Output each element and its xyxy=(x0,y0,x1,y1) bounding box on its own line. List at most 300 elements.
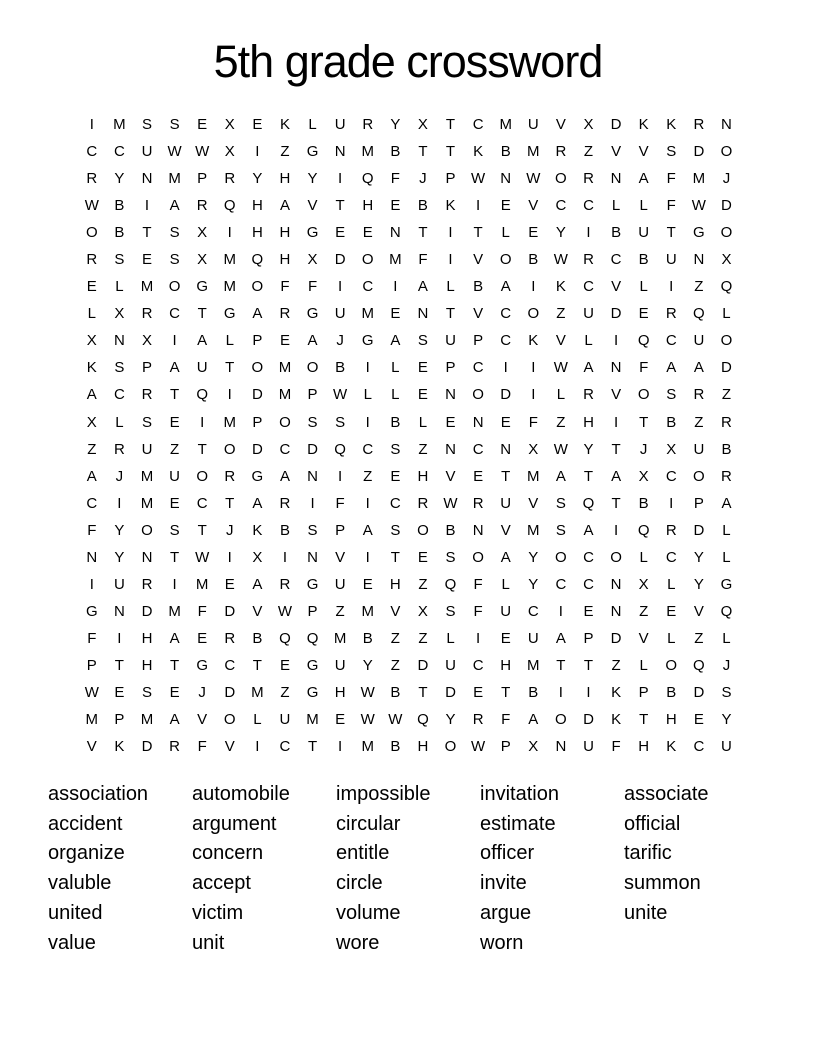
grid-cell: E xyxy=(362,224,373,242)
grid-cell: I xyxy=(144,197,150,215)
grid-cell: W xyxy=(360,684,375,701)
grid-cell: J xyxy=(419,170,427,188)
grid-cell: E xyxy=(197,116,208,134)
grid-cell: B xyxy=(528,251,539,269)
grid-cell: W xyxy=(388,711,403,729)
grid-cell: Q xyxy=(251,251,264,269)
grid-cell: N xyxy=(113,332,125,350)
grid-cell: O xyxy=(555,170,567,188)
grid-cell: G xyxy=(306,575,319,593)
grid-cell: H xyxy=(583,413,594,431)
grid-cell: R xyxy=(583,170,594,188)
grid-cell: Z xyxy=(418,440,428,458)
grid-cell: N xyxy=(86,548,98,566)
grid-cell: I xyxy=(613,413,619,431)
grid-cell: V xyxy=(307,197,318,215)
grid-cell: C xyxy=(500,332,512,350)
grid-cell: O xyxy=(279,413,291,431)
grid-cell: Q xyxy=(720,278,733,296)
grid-cell: M xyxy=(389,251,402,269)
grid-cell: A xyxy=(362,521,373,539)
grid-cell: E xyxy=(224,575,235,593)
grid-cell: R xyxy=(721,467,732,485)
grid-cell: H xyxy=(141,629,153,647)
grid-cell: L xyxy=(584,332,593,350)
grid-cell: M xyxy=(140,278,154,296)
grid-cell: B xyxy=(390,738,401,756)
grid-cell: C xyxy=(279,440,291,458)
grid-cell: O xyxy=(141,521,153,539)
grid-cell: K xyxy=(611,684,622,701)
grid-cell: R xyxy=(279,575,291,593)
grid-cell: M xyxy=(692,170,706,188)
grid-cell: O xyxy=(472,548,484,566)
grid-cell: C xyxy=(362,278,374,296)
grid-cell: B xyxy=(473,278,484,296)
grid-cell: I xyxy=(476,629,481,647)
grid-cell: E xyxy=(500,197,511,215)
grid-cell: M xyxy=(361,738,374,756)
grid-cell: D xyxy=(721,197,732,215)
grid-cell: U xyxy=(583,738,594,756)
grid-cell: V xyxy=(86,738,97,756)
grid-cell: S xyxy=(307,413,318,431)
grid-cell: L xyxy=(501,575,510,593)
grid-cell: I xyxy=(365,359,370,377)
grid-cell: E xyxy=(390,305,401,323)
grid-cell: O xyxy=(665,656,678,674)
grid-cell: S xyxy=(666,386,677,404)
grid-cell: A xyxy=(555,467,566,485)
grid-cell: U xyxy=(500,602,512,620)
grid-cell: E xyxy=(197,629,208,647)
grid-cell: A xyxy=(169,359,180,377)
grid-cell: C xyxy=(113,143,125,161)
grid-cell: Q xyxy=(693,656,705,674)
grid-cell: S xyxy=(335,413,346,431)
grid-cell: A xyxy=(500,548,511,566)
grid-cell: F xyxy=(611,738,621,756)
grid-cell: V xyxy=(528,494,539,512)
grid-cell: E xyxy=(390,197,401,215)
grid-cell: K xyxy=(528,332,539,350)
grid-cell: B xyxy=(638,494,649,512)
grid-cell: E xyxy=(417,548,428,566)
grid-cell: I xyxy=(365,413,370,431)
grid-cell: J xyxy=(722,170,731,188)
grid-cell: I xyxy=(338,170,343,188)
grid-cell: T xyxy=(583,656,594,674)
grid-cell: T xyxy=(225,359,235,377)
grid-cell: Y xyxy=(252,170,263,188)
grid-cell: D xyxy=(583,711,594,729)
grid-cell: E xyxy=(666,602,677,620)
grid-cell: W xyxy=(84,197,99,215)
grid-cell: E xyxy=(335,224,346,242)
grid-cell: P xyxy=(307,386,318,404)
grid-cell: B xyxy=(362,629,373,647)
grid-cell: F xyxy=(280,278,290,296)
grid-cell: C xyxy=(583,575,594,593)
grid-cell: A xyxy=(390,332,401,350)
grid-cell: M xyxy=(361,305,374,323)
grid-cell: M xyxy=(278,359,292,377)
grid-cell: E xyxy=(445,413,456,431)
grid-cell: M xyxy=(168,602,181,620)
grid-cell: T xyxy=(501,467,511,485)
grid-cell: D xyxy=(721,359,732,377)
grid-cell: C xyxy=(86,143,98,161)
grid-cell: L xyxy=(501,224,510,242)
grid-cell: C xyxy=(362,440,374,458)
word-list-column xyxy=(48,780,192,958)
grid-cell: W xyxy=(277,602,293,620)
grid-cell: A xyxy=(693,359,704,377)
grid-cell: D xyxy=(693,684,705,701)
grid-cell: D xyxy=(610,629,622,647)
grid-cell: Z xyxy=(721,386,732,404)
grid-cell: T xyxy=(445,143,456,161)
grid-cell: N xyxy=(693,251,705,269)
grid-cell: C xyxy=(113,386,125,404)
grid-cell: R xyxy=(583,251,594,269)
grid-cell: N xyxy=(610,575,622,593)
grid-cell: Y xyxy=(528,548,539,566)
grid-cell: I xyxy=(227,386,232,404)
grid-cell: T xyxy=(307,738,318,756)
grid-cell: L xyxy=(418,413,428,431)
grid-cell: C xyxy=(527,602,539,620)
grid-cell: E xyxy=(169,494,180,512)
word-list-item: estimate xyxy=(480,812,556,835)
grid-cell: C xyxy=(665,548,677,566)
grid-cell: G xyxy=(306,224,319,242)
word-list-item: officer xyxy=(480,842,535,865)
page-title: 5th grade crossword xyxy=(213,36,603,87)
grid-cell: P xyxy=(252,413,263,431)
grid-cell: M xyxy=(527,143,540,161)
grid-cell: C xyxy=(555,197,567,215)
grid-cell: C xyxy=(583,278,594,296)
grid-cell: D xyxy=(610,116,622,134)
grid-cell: B xyxy=(638,251,649,269)
word-list-item: invitation xyxy=(480,783,559,805)
word-list-item: summon xyxy=(624,872,701,895)
grid-cell: C xyxy=(279,738,291,756)
word-list-item: accident xyxy=(48,812,123,835)
grid-cell: H xyxy=(638,738,650,756)
grid-cell: M xyxy=(251,684,264,701)
grid-cell: J xyxy=(115,467,124,485)
grid-cell: F xyxy=(473,575,483,593)
grid-cell: E xyxy=(86,278,97,296)
grid-cell: I xyxy=(393,278,398,296)
grid-cell: E xyxy=(528,224,539,242)
grid-cell: T xyxy=(114,656,124,674)
grid-cell: F xyxy=(87,629,97,647)
grid-cell: W xyxy=(526,170,541,188)
grid-cell: A xyxy=(583,359,594,377)
grid-cell: G xyxy=(85,602,98,620)
grid-cell: F xyxy=(87,521,97,539)
grid-cell: Y xyxy=(390,116,401,134)
grid-cell: P xyxy=(445,170,456,188)
grid-cell: X xyxy=(666,440,677,458)
grid-cell: E xyxy=(335,711,346,729)
grid-cell: R xyxy=(169,738,180,756)
grid-cell: V xyxy=(611,143,622,161)
grid-cell: I xyxy=(255,143,260,161)
grid-cell: A xyxy=(307,332,318,350)
grid-cell: B xyxy=(279,521,290,539)
grid-cell: C xyxy=(472,116,484,134)
grid-cell: E xyxy=(583,602,594,620)
grid-cell: I xyxy=(669,278,674,296)
grid-cell: N xyxy=(334,143,346,161)
grid-cell: P xyxy=(583,629,594,647)
grid-cell: R xyxy=(417,494,429,512)
grid-cell: T xyxy=(611,494,621,512)
grid-cell: Q xyxy=(196,386,208,404)
word-list-item: value xyxy=(48,931,96,954)
grid-cell: O xyxy=(168,278,181,296)
grid-cell: H xyxy=(417,467,429,485)
grid-cell: T xyxy=(445,305,456,323)
grid-cell: Y xyxy=(693,548,704,566)
grid-cell: N xyxy=(113,602,125,620)
word-list-item: impossible xyxy=(336,783,431,805)
grid-cell: A xyxy=(169,197,180,215)
grid-cell: Z xyxy=(87,440,97,458)
grid-cell: S xyxy=(666,143,677,161)
grid-cell: B xyxy=(666,684,677,701)
grid-cell: V xyxy=(555,332,566,350)
word-list-item: unit xyxy=(192,931,225,954)
word-list-item: circle xyxy=(336,872,383,895)
grid-cell: H xyxy=(279,224,291,242)
grid-cell: O xyxy=(555,548,567,566)
grid-cell: M xyxy=(140,711,154,729)
grid-cell: H xyxy=(334,684,346,701)
grid-cell: S xyxy=(445,602,456,620)
grid-cell: W xyxy=(195,548,210,566)
grid-cell: Z xyxy=(639,602,649,620)
grid-cell: T xyxy=(142,224,152,242)
grid-cell: F xyxy=(197,738,207,756)
grid-cell: B xyxy=(114,197,125,215)
grid-cell: S xyxy=(390,440,401,458)
grid-cell: B xyxy=(666,413,677,431)
grid-cell: Y xyxy=(528,575,539,593)
grid-cell: D xyxy=(610,305,622,323)
grid-cell: E xyxy=(473,684,484,701)
grid-cell: W xyxy=(553,440,568,458)
grid-cell: O xyxy=(637,386,650,404)
grid-cell: L xyxy=(639,197,648,215)
grid-cell: W xyxy=(471,738,486,756)
grid-cell: V xyxy=(224,738,235,756)
grid-cell: N xyxy=(141,170,153,188)
grid-cell: M xyxy=(223,278,237,296)
grid-cell: G xyxy=(306,143,319,161)
grid-cell: A xyxy=(721,494,732,512)
grid-cell: S xyxy=(307,521,318,539)
grid-cell: C xyxy=(472,440,484,458)
grid-cell: F xyxy=(418,251,428,269)
grid-cell: E xyxy=(279,656,290,674)
grid-cell: Z xyxy=(280,684,290,701)
grid-cell: M xyxy=(499,116,512,134)
grid-cell: A xyxy=(583,521,594,539)
grid-cell: O xyxy=(223,440,236,458)
grid-cell: P xyxy=(141,359,152,377)
grid-cell: P xyxy=(693,494,704,512)
grid-cell: A xyxy=(169,711,180,729)
grid-cell: T xyxy=(639,711,649,729)
grid-cell: T xyxy=(197,521,207,539)
grid-cell: X xyxy=(197,251,208,269)
grid-cell: M xyxy=(306,711,319,729)
grid-cell: W xyxy=(195,143,210,161)
grid-cell: G xyxy=(196,278,208,296)
grid-cell: Q xyxy=(637,332,650,350)
grid-cell: R xyxy=(665,305,677,323)
grid-cell: S xyxy=(141,413,152,431)
grid-cell: N xyxy=(500,170,512,188)
grid-cell: J xyxy=(226,521,234,539)
grid-cell: E xyxy=(114,684,125,701)
grid-cell: Q xyxy=(720,602,733,620)
grid-cell: U xyxy=(196,359,208,377)
grid-cell: X xyxy=(528,738,539,756)
grid-cell: I xyxy=(310,494,315,512)
grid-cell: B xyxy=(335,359,346,377)
grid-cell: P xyxy=(252,332,263,350)
grid-cell: F xyxy=(197,602,207,620)
grid-cell: T xyxy=(169,386,180,404)
grid-cell: Z xyxy=(335,602,345,620)
grid-cell: I xyxy=(338,738,343,756)
grid-cell: X xyxy=(86,413,97,431)
grid-cell: E xyxy=(169,684,180,701)
grid-cell: G xyxy=(306,656,319,674)
grid-cell: H xyxy=(141,656,153,674)
grid-cell: T xyxy=(197,305,207,323)
word-list xyxy=(48,780,768,958)
grid-cell: U xyxy=(500,494,512,512)
grid-cell: C xyxy=(500,305,512,323)
grid-cell: M xyxy=(140,467,154,485)
grid-cell: L xyxy=(667,575,676,593)
grid-cell: H xyxy=(417,738,429,756)
grid-cell: N xyxy=(721,116,732,134)
grid-cell: D xyxy=(417,656,429,674)
grid-cell: Z xyxy=(169,440,180,458)
grid-cell: G xyxy=(306,684,319,701)
grid-cell: F xyxy=(307,278,318,296)
grid-cell: Z xyxy=(418,629,428,647)
grid-cell: C xyxy=(169,305,180,323)
grid-cell: F xyxy=(639,359,649,377)
grid-cell: L xyxy=(115,278,124,296)
grid-cell: M xyxy=(527,656,540,674)
grid-cell: K xyxy=(252,521,263,539)
grid-cell: R xyxy=(86,251,98,269)
grid-cell: E xyxy=(500,413,511,431)
grid-cell: L xyxy=(391,359,400,377)
grid-cell: M xyxy=(195,575,209,593)
grid-cell: M xyxy=(527,521,540,539)
grid-cell: E xyxy=(169,413,180,431)
grid-cell: T xyxy=(225,494,235,512)
grid-cell: P xyxy=(307,602,318,620)
grid-cell: Q xyxy=(306,629,319,647)
grid-cell: V xyxy=(638,143,649,161)
grid-cell: D xyxy=(141,602,153,620)
grid-cell: F xyxy=(666,170,676,188)
grid-cell: U xyxy=(334,116,346,134)
grid-cell: N xyxy=(417,305,429,323)
grid-cell: P xyxy=(197,170,208,188)
grid-cell: I xyxy=(669,494,674,512)
grid-cell: U xyxy=(141,440,153,458)
grid-cell: T xyxy=(169,656,180,674)
grid-cell: C xyxy=(583,548,594,566)
grid-cell: B xyxy=(390,684,401,701)
grid-cell: F xyxy=(473,602,483,620)
grid-cell: S xyxy=(169,521,180,539)
grid-cell: U xyxy=(279,711,291,729)
grid-cell: R xyxy=(141,305,153,323)
grid-cell: F xyxy=(390,170,400,188)
grid-cell: K xyxy=(666,116,677,134)
grid-cell: D xyxy=(224,602,236,620)
word-list-item: united xyxy=(48,901,103,924)
grid-cell: M xyxy=(113,116,126,134)
grid-cell: H xyxy=(500,656,512,674)
grid-cell: U xyxy=(113,575,125,593)
grid-cell: H xyxy=(362,197,374,215)
grid-cell: C xyxy=(224,656,236,674)
grid-cell: T xyxy=(666,224,676,242)
grid-cell: X xyxy=(417,116,428,134)
grid-cell: U xyxy=(169,467,180,485)
grid-cell: A xyxy=(638,170,649,188)
grid-cell: X xyxy=(224,143,235,161)
word-list-item: volume xyxy=(336,901,401,924)
grid-cell: D xyxy=(251,440,263,458)
grid-cell: X xyxy=(197,224,208,242)
grid-cell: R xyxy=(693,116,705,134)
grid-cell: R xyxy=(224,629,236,647)
grid-cell: R xyxy=(86,170,98,188)
grid-cell: G xyxy=(306,305,319,323)
grid-cell: U xyxy=(527,629,539,647)
grid-cell: T xyxy=(639,413,649,431)
grid-cell: U xyxy=(693,440,705,458)
grid-cell: X xyxy=(583,116,594,134)
grid-cell: S xyxy=(417,332,428,350)
grid-cell: B xyxy=(721,440,732,458)
grid-cell: K xyxy=(638,116,649,134)
grid-cell: N xyxy=(307,467,318,485)
grid-cell: V xyxy=(197,711,208,729)
grid-cell: Z xyxy=(611,656,621,674)
grid-cell: U xyxy=(334,656,346,674)
grid-cell: I xyxy=(613,521,619,539)
grid-cell: I xyxy=(365,548,370,566)
grid-cell: M xyxy=(168,170,181,188)
